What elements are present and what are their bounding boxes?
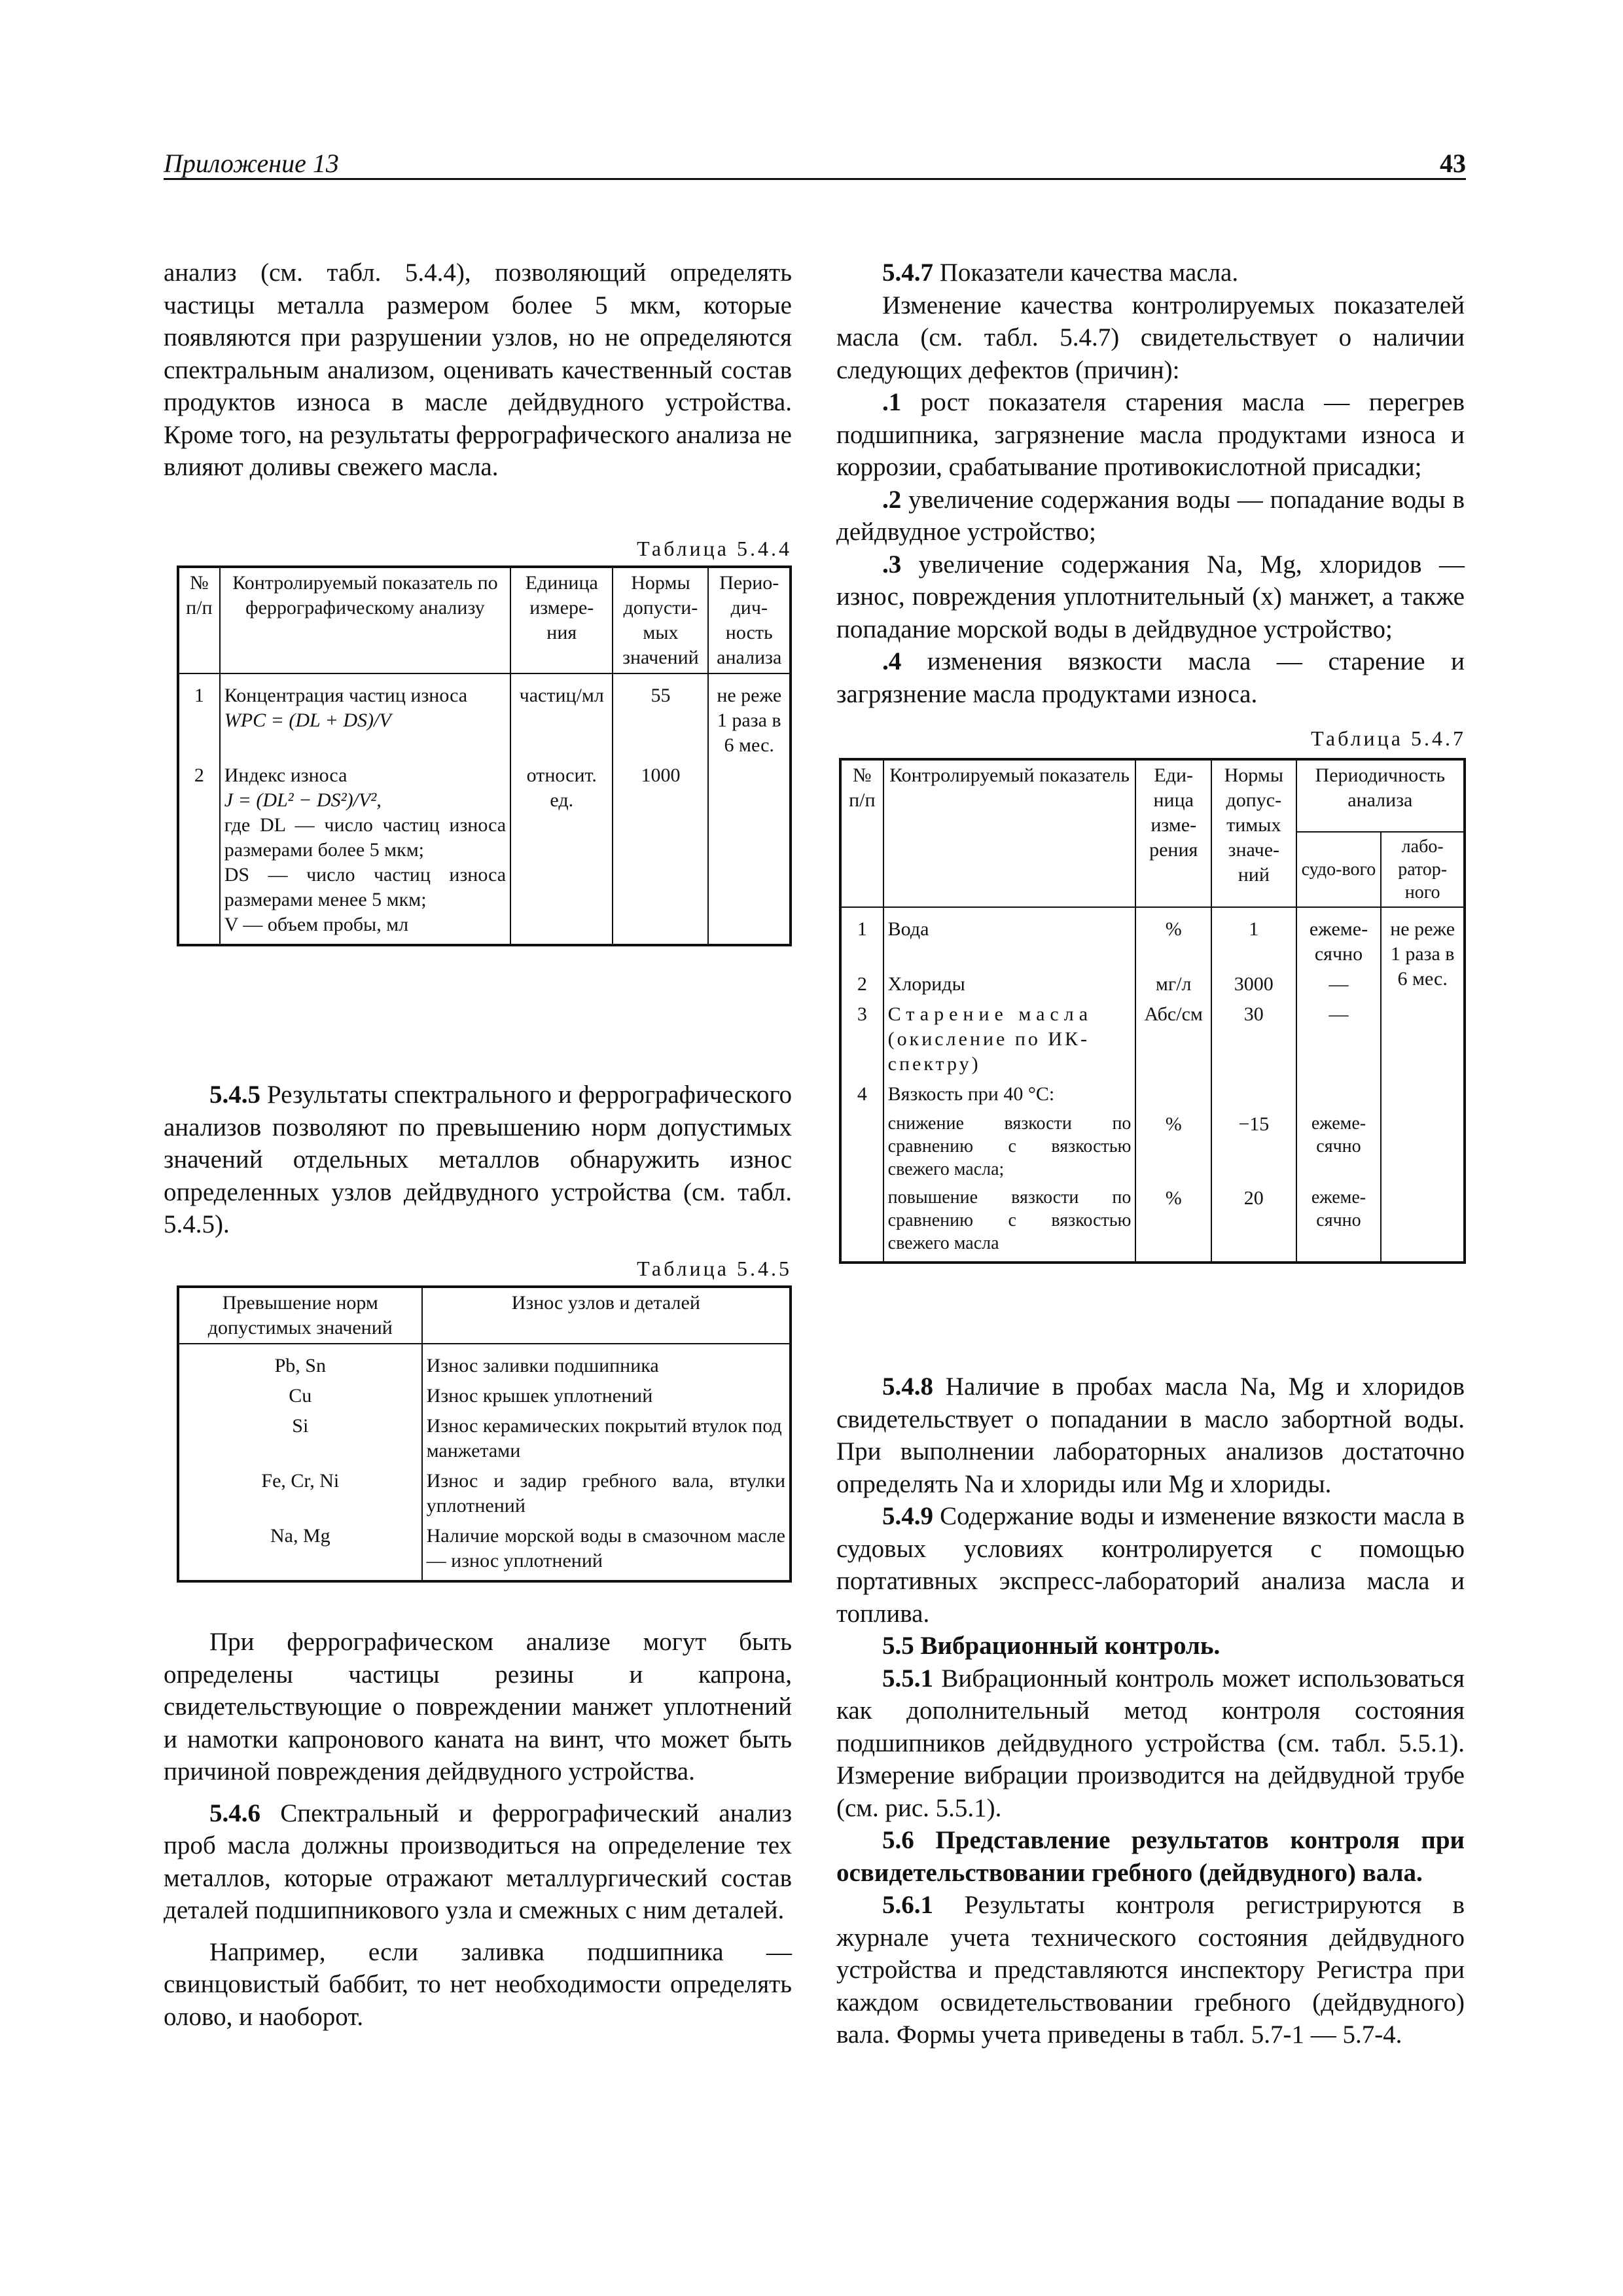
paragraph-5-6: 5.6 Представление результатов контроля при освидетельствовании гребного (дейдвудного) вала.	[836, 1826, 1465, 1887]
table-row: Pb, Sn Износ заливки подшипника	[178, 1344, 791, 1381]
table-caption: Таблица 5.4.4	[637, 537, 792, 560]
paragraph-5-4-8: 5.4.8 Наличие в пробах масла Na, Mg и хлоридов свидетельствует о попадании в масло забортной воды. При выполнении лабораторных анализов достаточно определять Na и хлориды или Mg и хлориды.	[836, 1372, 1465, 1498]
table-row: Fe, Cr, Ni Износ и задир гребного вала, втулки уплотнений	[178, 1466, 791, 1521]
table-5-4-7	[839, 758, 1466, 1264]
table-5-4-5	[177, 1285, 792, 1583]
running-title: Приложение 13	[164, 149, 339, 178]
table-caption: Таблица 5.4.5	[637, 1257, 792, 1280]
table-header-cell: Превышение норм допустимых значений	[178, 1287, 422, 1344]
table-header-cell: лабо-ратор-ного	[1381, 832, 1465, 907]
table-header-cell: Нормы допусти-мых значений	[613, 567, 708, 673]
table-row: 4 Вязкость при 40 °С:	[840, 1079, 1465, 1109]
table-5-4-4	[177, 565, 792, 946]
table-row: Si Износ керамических покрытий втулок под манжетами	[178, 1411, 791, 1466]
table-row: снижение вязкости по сравнению с вязкостью свежего масла; % −15 ежеме-сячно	[840, 1109, 1465, 1183]
table-header-cell: Периодичность анализа	[1296, 759, 1465, 832]
paragraph-5-6-1: 5.6.1 Результаты контроля регистрируются в журнале учета технического состояния дейдвудного устройства и представляются инспектору Регистра при каждом освидетельствовании гребного (дейдвудного) вала. Формы учета приведены в табл. 5.7-1 — 5.7-4.	[836, 1891, 1465, 2049]
table-row: 2 Хлориды мг/л 3000 —	[840, 969, 1465, 999]
paragraph-5-4-6: 5.4.6 Спектральный и феррографический анализ проб масла должны производиться на определение тех металлов, которые отражают металлургический состав деталей подшипникового узла и смежных с ним деталей.	[164, 1799, 792, 1924]
left-column-top	[164, 257, 792, 484]
table-row: 3 Старение масла (окисление по ИК-спектру) Абс/см 30 —	[840, 999, 1465, 1079]
table-row: 2 Индекс износа J = (DL² − DS²)/V², где DL — число частиц износа размерами более 5 мкм; DS — число частиц износа размерами менее 5 мкм; V — объем пробы, мл относит. ед. 1000	[178, 761, 791, 945]
table-header-cell: № п/п	[178, 567, 220, 673]
paragraph-5-5: 5.5 Вибрационный контроль.	[882, 1632, 1221, 1660]
left-column-mid	[164, 1079, 792, 1241]
right-column-top	[836, 257, 1465, 710]
paragraph-5-4-9: 5.4.9 Содержание воды и изменение вязкости масла в судовых условиях контролируется с помощью портативных экспресс-лабораторий анализа масла и топлива.	[836, 1502, 1465, 1628]
table-header-cell: Перио-дич-ность анализа	[708, 567, 791, 673]
table-caption: Таблица 5.4.7	[1311, 726, 1466, 750]
table-header-cell: Износ узлов и деталей	[422, 1287, 791, 1344]
table-row: 1 Вода % 1 ежеме-сячно не реже 1 раза в 6 мес.	[840, 907, 1465, 969]
paragraph: Например, если заливка подшипника — свинцовистый баббит, то нет необходимости определять олово, и наоборот.	[164, 1937, 792, 2031]
table-header-cell: Контролируемый показатель по феррографическому анализу	[220, 567, 510, 673]
left-column-bottom	[164, 1626, 792, 2033]
table-row: Cu Износ крышек уплотнений	[178, 1381, 791, 1411]
table-header-cell: судо-вого	[1296, 832, 1382, 907]
table-row: 1 Концентрация частиц износа WPC = (DL + DS)/V частиц/мл 55 не реже 1 раза в 6 мес.	[178, 673, 791, 761]
list-item: .1 рост показателя старения масла — перегрев подшипника, загрязнение масла продуктами износа и коррозии, срабатывание противокислотной присадки;	[836, 388, 1465, 481]
page-header	[164, 140, 1466, 180]
table-header-cell: Контролируемый показатель	[883, 759, 1136, 907]
formula: J = (DL² − DS²)/V²,	[224, 789, 382, 811]
list-item: .3 увеличение содержания Na, Mg, хлоридов — износ, повреждения уплотнительный (х) манжет, а также попадание морской воды в дейдвудное устройство;	[836, 550, 1465, 643]
right-column-bottom	[836, 1371, 1465, 2051]
table-row: Na, Mg Наличие морской воды в смазочном масле — износ уплотнений	[178, 1521, 791, 1581]
formula: WPC = (DL + DS)/V	[224, 709, 391, 731]
paragraph-5-5-1: 5.5.1 Вибрационный контроль может использоваться как дополнительный метод контроля состояния подшипников дейдвудного устройства (см. табл. 5.5.1). Измерение вибрации производится на дейдвудной трубе (см. рис. 5.5.1).	[836, 1664, 1465, 1822]
table-row: повышение вязкости по сравнению с вязкостью свежего масла % 20 ежеме-сячно	[840, 1183, 1465, 1263]
table-header-cell: Единица измере-ния	[510, 567, 613, 673]
page-number: 43	[1440, 149, 1466, 178]
paragraph-5-4-5: 5.4.5 Результаты спектрального и феррографического анализов позволяют по превышению норм допустимых значений отдельных металлов обнаружить износ определенных узлов дейдвудного устройства (см. табл. 5.4.5).	[164, 1081, 792, 1238]
paragraph: Изменение качества контролируемых показателей масла (см. табл. 5.4.7) свидетельствует о наличии следующих дефектов (причин):	[836, 291, 1465, 384]
table-header-cell: № п/п	[840, 759, 883, 907]
list-item: .2 увеличение содержания воды — попадание воды в дейдвудное устройство;	[836, 485, 1465, 546]
table-header-cell: Еди-ница изме-рения	[1135, 759, 1211, 907]
paragraph: При феррографическом анализе могут быть определены частицы резины и капрона, свидетельствующие о повреждении манжет уплотнений и намотки капронового каната на винт, что может быть причиной повреждения дейдвудного устройства.	[164, 1628, 792, 1785]
paragraph: анализ (см. табл. 5.4.4), позволяющий определять частицы металла размером более 5 мкм, которые появляются при разрушении узлов, но не определяются спектральным анализом, оценивать качественный состав продуктов износа в масле дейдвудного устройства. Кроме того, на результаты феррографического анализа не влияют доливы свежего масла.	[164, 259, 792, 481]
list-item: .4 изменения вязкости масла — старение и загрязнение масла продуктами износа.	[836, 647, 1465, 708]
paragraph-5-4-7: 5.4.7 Показатели качества масла.	[882, 259, 1239, 287]
table-header-cell: Нормы допус-тимых значе-ний	[1211, 759, 1296, 907]
